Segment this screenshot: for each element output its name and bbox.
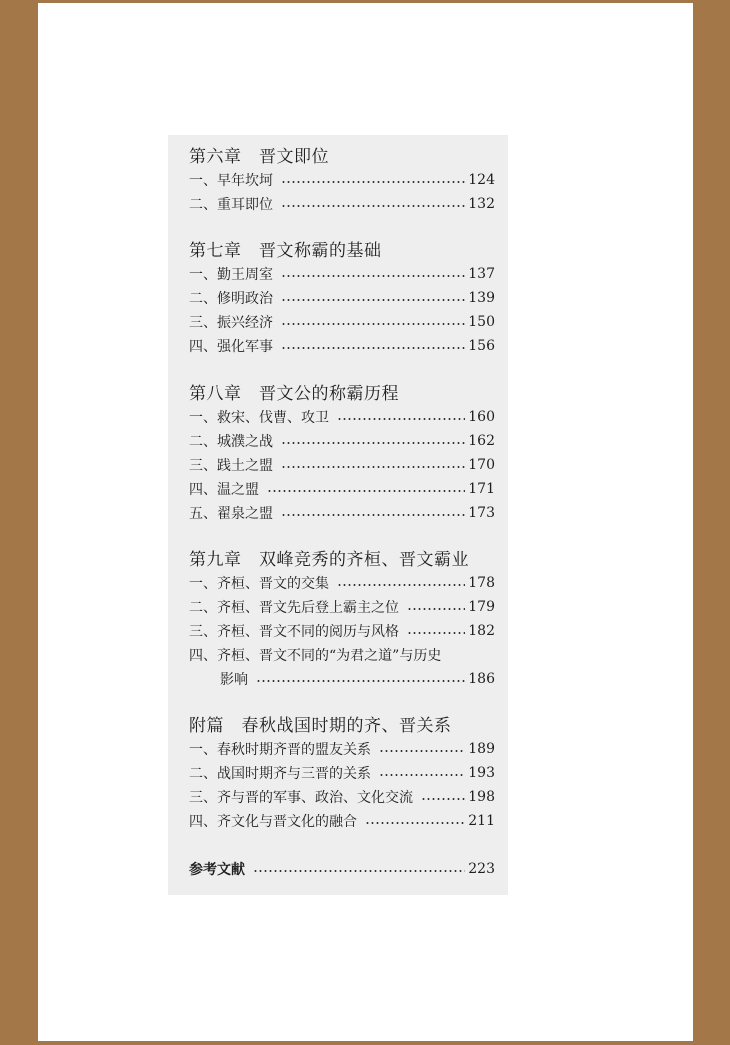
entry-title: 影响: [220, 672, 248, 688]
dot-leader: [281, 299, 465, 301]
entry-title: 三、齐与晋的军事、政治、文化交流: [189, 790, 413, 806]
entry-title: 四、齐文化与晋文化的融合: [189, 814, 357, 830]
page-number: 170: [468, 457, 495, 473]
dot-leader: [379, 774, 465, 776]
entry-title: 二、城濮之战: [189, 434, 273, 450]
dot-leader: [253, 870, 465, 872]
dot-leader: [281, 466, 465, 468]
page-number: 193: [468, 765, 495, 781]
page-number: 162: [468, 433, 495, 449]
toc-entry-continuation[interactable]: [220, 668, 495, 690]
entry-title: 一、春秋时期齐晋的盟友关系: [189, 742, 371, 758]
page-number: 173: [468, 505, 495, 521]
dot-leader: [337, 418, 465, 420]
entry-title: 三、齐桓、晋文不同的阅历与风格: [189, 624, 399, 640]
chapter-heading: 第九章 双峰竞秀的齐桓、晋文霸业: [189, 550, 469, 570]
page-number: 156: [468, 338, 495, 354]
toc-entry[interactable]: [189, 478, 495, 500]
references-entry[interactable]: [189, 858, 495, 880]
entry-title: 四、齐桓、晋文不同的“为君之道”与历史: [189, 648, 442, 664]
entry-title: 一、齐桓、晋文的交集: [189, 576, 329, 592]
entry-title: 五、翟泉之盟: [189, 506, 273, 522]
toc-entry[interactable]: [189, 406, 495, 428]
page-number: 171: [468, 481, 495, 497]
toc-entry[interactable]: [189, 762, 495, 784]
chapter-heading: 第六章 晋文即位: [189, 147, 329, 167]
page-number: 150: [468, 314, 495, 330]
page-number: 178: [468, 575, 495, 591]
dot-leader: [256, 680, 465, 682]
toc-entry[interactable]: [189, 311, 495, 333]
toc-entry[interactable]: [189, 335, 495, 357]
page-number: 124: [468, 172, 495, 188]
entry-title: 二、修明政治: [189, 291, 273, 307]
dot-leader: [281, 514, 465, 516]
toc-entry[interactable]: [189, 169, 495, 191]
entry-title: 二、齐桓、晋文先后登上霸主之位: [189, 600, 399, 616]
dot-leader: [365, 822, 465, 824]
toc-entry[interactable]: [189, 430, 495, 452]
toc-entry[interactable]: [189, 644, 495, 666]
dot-leader: [281, 275, 465, 277]
toc-entry[interactable]: [189, 620, 495, 642]
dot-leader: [379, 750, 465, 752]
chapter-heading: 第八章 晋文公的称霸历程: [189, 384, 399, 404]
toc-entry[interactable]: [189, 263, 495, 285]
toc-entry[interactable]: [189, 810, 495, 832]
page-number: 211: [468, 813, 495, 829]
page-number: 137: [468, 266, 495, 282]
dot-leader: [407, 632, 465, 634]
entry-title: 一、早年坎坷: [189, 173, 273, 189]
toc-entry[interactable]: [189, 786, 495, 808]
toc-entry[interactable]: [189, 572, 495, 594]
dot-leader: [267, 490, 465, 492]
dot-leader: [407, 608, 465, 610]
toc-entry[interactable]: [189, 287, 495, 309]
page-number: 160: [468, 409, 495, 425]
dot-leader: [281, 205, 465, 207]
entry-title: 四、强化军事: [189, 339, 273, 355]
dot-leader: [281, 181, 465, 183]
page-number: 186: [468, 671, 495, 687]
entry-title: 二、重耳即位: [189, 197, 273, 213]
page-number: 189: [468, 741, 495, 757]
toc-entry[interactable]: [189, 502, 495, 524]
entry-title: 一、勤王周室: [189, 267, 273, 283]
dot-leader: [337, 584, 465, 586]
dot-leader: [281, 347, 465, 349]
chapter-heading: 第七章 晋文称霸的基础: [189, 241, 382, 261]
appendix-heading: 附篇 春秋战国时期的齐、晋关系: [189, 716, 452, 736]
page-number: 132: [468, 196, 495, 212]
dot-leader: [281, 442, 465, 444]
page-number: 139: [468, 290, 495, 306]
entry-title: 参考文献: [189, 862, 245, 878]
page-number: 182: [468, 623, 495, 639]
page-number: 223: [468, 861, 495, 877]
dot-leader: [281, 323, 465, 325]
dot-leader: [421, 798, 465, 800]
table-of-contents: [168, 135, 508, 895]
toc-entry[interactable]: [189, 193, 495, 215]
entry-title: 四、温之盟: [189, 482, 259, 498]
entry-title: 三、践土之盟: [189, 458, 273, 474]
entry-title: 一、救宋、伐曹、攻卫: [189, 410, 329, 426]
entry-title: 三、振兴经济: [189, 315, 273, 331]
toc-entry[interactable]: [189, 596, 495, 618]
toc-entry[interactable]: [189, 454, 495, 476]
page-number: 198: [468, 789, 495, 805]
page-number: 179: [468, 599, 495, 615]
entry-title: 二、战国时期齐与三晋的关系: [189, 766, 371, 782]
toc-entry[interactable]: [189, 738, 495, 760]
